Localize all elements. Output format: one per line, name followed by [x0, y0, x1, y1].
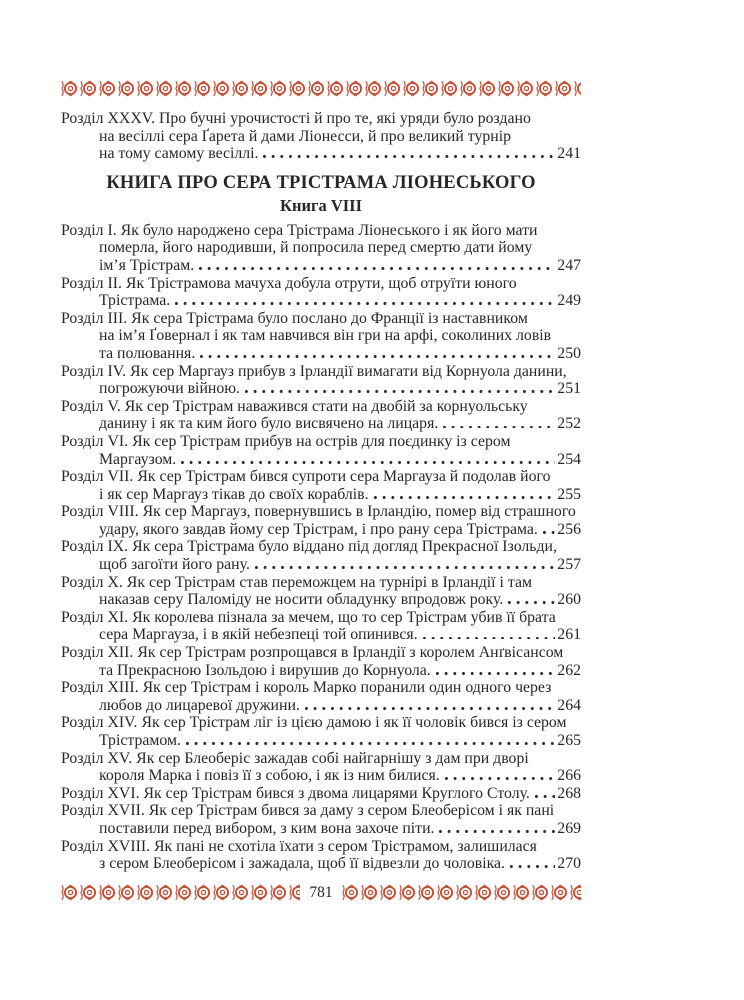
toc-line-text: померла, його народивши, й попросила перед смертю дати йому	[99, 239, 533, 257]
toc-entry	[61, 433, 581, 468]
toc-entry-page: 249	[557, 292, 581, 310]
toc-entry	[61, 644, 581, 679]
toc-entry	[61, 802, 581, 837]
toc-line-text: ім’я Трістрам.	[99, 256, 195, 274]
toc-line-text: Розділ XVII. Як сер Трістрам бився за даму з сером Блеоберісом і як пані	[61, 802, 555, 820]
toc-line	[61, 609, 581, 627]
toc-entry	[61, 310, 581, 363]
toc-line-text: данину і як та ким його було висвячено на лицаря.	[99, 415, 439, 433]
toc-line-text: Маргаузом.	[99, 450, 177, 468]
toc-line-text: Розділ V. Як сер Трістрам наважився стати на двобій за корнуольську	[61, 397, 528, 415]
toc-entry	[61, 838, 581, 873]
ornament-border-top	[61, 80, 581, 97]
toc-entry	[61, 714, 581, 749]
dot-leader	[423, 637, 556, 640]
toc-line	[61, 415, 581, 433]
toc-entry-page: 261	[557, 626, 581, 644]
toc-entry-page: 257	[557, 556, 581, 574]
toc-line-text: Розділ III. Як сера Трістрама було послано до Франції із наставником	[61, 309, 528, 327]
toc-line-text: Розділ II. Як Трістрамова мачуха добула отрути, щоб отруїти юного	[61, 274, 517, 292]
dot-leader	[436, 672, 556, 675]
toc-line-text: Розділ XVIII. Як пані не схотіла їхати з сером Трістрамом, залишилася	[61, 837, 537, 855]
toc-entry-page: 268	[557, 784, 581, 802]
toc-line	[61, 574, 581, 592]
toc-entry-page: 260	[557, 591, 581, 609]
toc-line	[61, 380, 581, 398]
toc-line	[61, 222, 581, 240]
dot-leader	[175, 302, 555, 305]
dot-leader	[439, 830, 555, 833]
toc-line	[61, 468, 581, 486]
dot-leader	[200, 355, 555, 358]
toc-entry	[61, 503, 581, 538]
dot-leader	[245, 390, 555, 393]
toc-line-text: та Прекрасною Ізольдою і вирушив до Корнуола.	[99, 661, 431, 679]
toc-line	[61, 292, 581, 310]
toc-line-text: з сером Блеоберісом і зажадала, щоб її відвезли до чоловіка.	[99, 855, 505, 873]
dot-leader	[186, 742, 555, 745]
toc-line	[61, 327, 581, 345]
toc-line-text: Розділ XII. Як сер Трістрам розпрощався в Ірландії з королем Анґвісансом	[61, 644, 564, 662]
toc-line-text: Розділ VI. Як сер Трістрам прибув на острів для поєдинку із сером	[61, 432, 511, 450]
toc-line	[61, 433, 581, 451]
toc-line	[61, 451, 581, 469]
toc-line-text: Розділ I. Як було народжено сера Трістрама Ліонеського і як його мати	[61, 221, 538, 239]
dot-leader	[543, 531, 555, 534]
toc-line-text: Розділ VII. Як сер Трістрам бився супроти сера Маргауза й подолав його	[61, 468, 551, 486]
toc-line	[61, 275, 581, 293]
toc-entry	[61, 110, 581, 163]
toc-line	[61, 521, 581, 539]
toc-entry-page: 247	[557, 256, 581, 274]
toc-line	[61, 239, 581, 257]
toc-entry	[61, 398, 581, 433]
toc-line	[61, 538, 581, 556]
toc-entry-page: 251	[557, 380, 581, 398]
toc-entry	[61, 785, 581, 803]
toc-entry-page: 255	[557, 485, 581, 503]
toc-entry	[61, 609, 581, 644]
dot-leader	[199, 267, 555, 270]
toc-entry	[61, 574, 581, 609]
toc-entry-page: 262	[557, 661, 581, 679]
toc-line-text: Розділ XV. Як сер Блеоберіс зажадав собі найгарнішу з дам при дворі	[61, 749, 529, 767]
toc-entry-page: 256	[557, 520, 581, 538]
toc-entry	[61, 275, 581, 310]
toc-entry-page: 270	[557, 855, 581, 873]
book-title: КНИГА ПРО СЕРА ТРІСТРАМА ЛІОНЕСЬКОГО	[106, 172, 536, 193]
page-number: 781	[309, 883, 333, 901]
dot-leader	[374, 496, 556, 499]
toc-line	[61, 503, 581, 521]
toc-line-text: Розділ XIII. Як сер Трістрам і король Марко поранили один одного через	[61, 679, 552, 697]
toc-line-text: Розділ X. Як сер Трістрам став переможцем на турнірі в Ірландії і там	[61, 573, 532, 591]
toc-line	[61, 714, 581, 732]
dot-leader	[510, 865, 555, 868]
toc-line-text: наказав серу Паломіду не носити обладунку впродовж року.	[99, 591, 504, 609]
page-footer	[61, 884, 581, 901]
toc-entries-before-section	[61, 110, 581, 163]
toc-line-text: Розділ XXXV. Про бучні урочистості й про те, які уряди було роздано	[61, 110, 531, 127]
toc-line-text: Розділ IX. Як сера Трістрама було віддано під догляд Прекрасної Ізольди,	[61, 538, 557, 556]
toc-line	[61, 257, 581, 275]
dot-leader	[443, 426, 555, 429]
dot-leader	[181, 461, 555, 464]
dot-leader	[263, 155, 555, 158]
toc-line-text: Трістрама.	[99, 292, 171, 310]
ornament-border-bottom-right	[342, 884, 581, 901]
dot-leader	[305, 707, 555, 710]
toc-entries	[61, 222, 581, 873]
toc-line	[61, 145, 581, 163]
toc-line-text: сера Маргауза, і в якій небезпеці той опинився.	[99, 626, 418, 644]
toc-line	[61, 697, 581, 715]
toc-line-text: Розділ VIII. Як сер Маргауз, повернувшись в Ірландію, помер від страшного	[61, 503, 576, 521]
dot-leader	[535, 795, 555, 798]
toc-line-text: Розділ XI. Як королева пізнала за мечем, що то сер Трістрам убив її брата	[61, 608, 556, 626]
toc-line-text: на ім’я Ґовернал і як там навчився він гри на арфі, соколиних ловів	[99, 327, 552, 345]
toc-line-text: Розділ XIV. Як сер Трістрам ліг із цією дамою і як її чоловік бився із сером	[61, 714, 567, 732]
toc-entry-page: 265	[557, 732, 581, 749]
toc-line	[61, 556, 581, 574]
toc-line-text: Трістрамом.	[99, 732, 181, 749]
table-of-contents	[61, 110, 581, 873]
toc-line	[61, 855, 581, 873]
toc-entry-page: 252	[557, 415, 581, 433]
toc-line	[61, 363, 581, 381]
toc-line	[61, 486, 581, 504]
toc-line	[61, 644, 581, 662]
toc-entry-page: 241	[557, 145, 581, 163]
toc-line-text: любов до лицаревої дружини.	[99, 696, 300, 714]
book-subtitle: Книга VIII	[279, 195, 363, 215]
toc-line	[61, 802, 581, 820]
toc-line	[61, 785, 581, 803]
toc-line	[61, 110, 581, 128]
dot-leader	[255, 566, 555, 569]
toc-line	[61, 128, 581, 146]
toc-line	[61, 732, 581, 750]
toc-line	[61, 398, 581, 416]
toc-entry	[61, 750, 581, 785]
toc-entry	[61, 538, 581, 573]
toc-line-text: і як сер Маргауз тікав до своїх кораблів.	[99, 485, 369, 503]
toc-line-text: Розділ XVI. Як сер Трістрам бився з двома лицарями Круглого Столу.	[61, 784, 530, 802]
toc-line	[61, 662, 581, 680]
toc-entry-page: 264	[557, 696, 581, 714]
toc-line-text: погрожуючи війною.	[99, 380, 240, 398]
toc-line-text: щоб загоїти його рану.	[99, 556, 250, 574]
toc-line	[61, 838, 581, 856]
toc-entry-page: 254	[557, 450, 581, 468]
toc-line-text: удару, якого завдав йому сер Трістрам, і про рану сера Трістрама.	[99, 520, 538, 538]
toc-line	[61, 310, 581, 328]
dot-leader	[445, 777, 556, 780]
toc-line	[61, 820, 581, 838]
toc-line	[61, 345, 581, 363]
toc-line-text: на весіллі сера Ґарета й дами Ліонесси, й про великий турнір	[99, 127, 512, 145]
dot-leader	[508, 601, 555, 604]
toc-entry-page: 250	[557, 344, 581, 362]
toc-entry-page: 269	[557, 819, 581, 837]
toc-line-text: поставили перед вибором, з ким вона захоче піти.	[99, 819, 435, 837]
toc-line	[61, 767, 581, 785]
toc-line	[61, 591, 581, 609]
ornament-border-bottom-left	[61, 884, 300, 901]
toc-entry-page: 266	[557, 767, 581, 785]
toc-entry	[61, 679, 581, 714]
toc-line-text: Розділ IV. Як сер Маргауз прибув з Ірландії вимагати від Корнуола данини,	[61, 362, 567, 380]
toc-entry	[61, 222, 581, 275]
toc-line	[61, 626, 581, 644]
toc-line	[61, 750, 581, 768]
toc-line-text: та полювання.	[99, 344, 196, 362]
toc-line-text: короля Марка і повіз її з собою, і як із ним билися.	[99, 767, 440, 785]
toc-line-text: на тому самому весіллі.	[99, 145, 259, 163]
toc-entry	[61, 468, 581, 503]
toc-entry	[61, 363, 581, 398]
toc-line	[61, 679, 581, 697]
